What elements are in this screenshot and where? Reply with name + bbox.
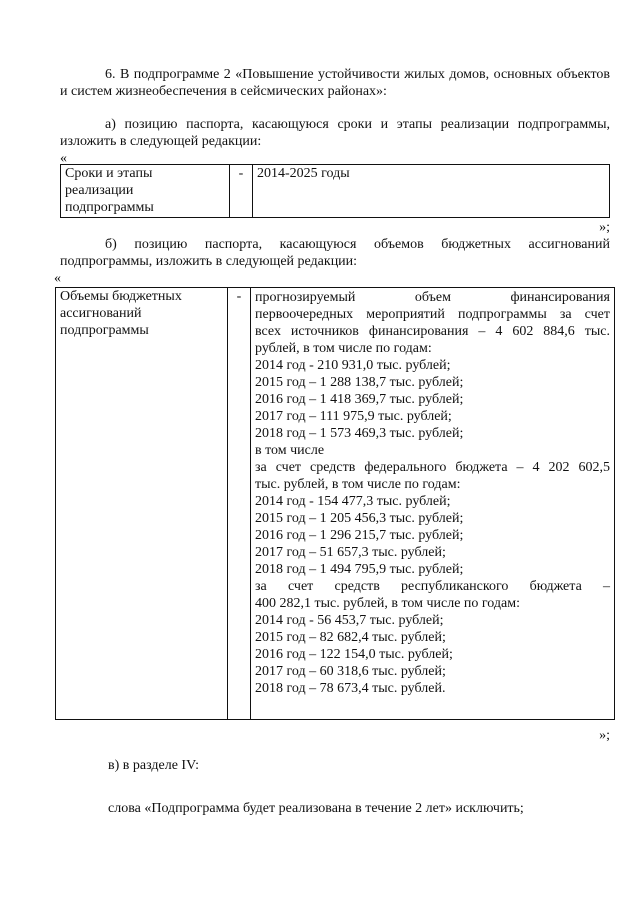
- schedule-label-line: реализации: [65, 183, 134, 198]
- financing-line: 2014 год - 154 477,3 тыс. рублей;: [255, 494, 451, 509]
- financing-line: 2018 год – 1 573 469,3 тыс. рублей;: [255, 426, 464, 441]
- budget-label-line: ассигнований: [60, 306, 142, 321]
- item-v-text: в) в разделе IV:: [108, 758, 200, 773]
- financing-line: 2014 год - 56 453,7 тыс. рублей;: [255, 613, 444, 628]
- financing-line: 2015 год – 1 288 138,7 тыс. рублей;: [255, 375, 464, 390]
- budget-label-line: подпрограммы: [60, 323, 149, 338]
- financing-line: 2017 год – 60 318,6 тыс. рублей;: [255, 664, 446, 679]
- item-a-close-quote: »;: [599, 220, 610, 235]
- financing-line: 2017 год – 51 657,3 тыс. рублей;: [255, 545, 446, 560]
- item-b-close-quote: »;: [599, 728, 610, 743]
- budget-label-cell: [56, 288, 228, 720]
- item-b-text: б) позицию паспорта, касающуюся объемов бюджетных ассигнований подпрограммы, изложить в следующей редакции:: [60, 237, 610, 269]
- financing-line: тыс. рублей, в том числе по годам:: [255, 477, 461, 492]
- financing-line: 2016 год – 1 296 215,7 тыс. рублей;: [255, 528, 464, 543]
- financing-line: 400 282,1 тыс. рублей, в том числе по годам:: [255, 596, 520, 611]
- financing-line: 2016 год – 122 154,0 тыс. рублей;: [255, 647, 453, 662]
- financing-line: первоочередных мероприятий подпрограммы за счет: [255, 307, 610, 322]
- item-a-open-quote: «: [60, 151, 67, 166]
- financing-line: за счет средств республиканского бюджета –: [255, 579, 610, 594]
- budget-value-cell: [251, 288, 615, 720]
- item-a-text: а) позицию паспорта, касающуюся сроки и этапы реализации подпрограммы, изложить в следующей редакции:: [60, 117, 610, 149]
- financing-line: 2015 год – 82 682,4 тыс. рублей;: [255, 630, 446, 645]
- schedule-dash-cell: -: [230, 165, 253, 218]
- financing-line: 2017 год – 111 975,9 тыс. рублей;: [255, 409, 452, 424]
- schedule-label-line: подпрограммы: [65, 200, 154, 215]
- budget-table: [55, 287, 615, 720]
- financing-line: за счет средств федерального бюджета – 4 202 602,5: [255, 460, 610, 475]
- financing-line: рублей, в том числе по годам:: [255, 341, 432, 356]
- section-6-intro: 6. В подпрограмме 2 «Повышение устойчивости жилых домов, основных объектов и систем жизнеобеспечения в сейсмических районах»:: [60, 67, 610, 99]
- schedule-value-cell: 2014-2025 годы: [253, 165, 610, 218]
- financing-line: прогнозируемый объем финансирования: [255, 290, 610, 305]
- table-row: [56, 288, 615, 720]
- final-instruction: слова «Подпрограмма будет реализована в течение 2 лет» исключить;: [108, 801, 524, 816]
- financing-line: всех источников финансирования – 4 602 884,6 тыс.: [255, 324, 610, 339]
- financing-line: 2018 год – 1 494 795,9 тыс. рублей;: [255, 562, 464, 577]
- budget-dash-cell: -: [228, 288, 251, 720]
- schedule-label-line: Сроки и этапы: [65, 166, 153, 181]
- financing-line: 2016 год – 1 418 369,7 тыс. рублей;: [255, 392, 464, 407]
- schedule-label-cell: [61, 165, 230, 218]
- table-row: [61, 165, 610, 218]
- financing-line: 2014 год - 210 931,0 тыс. рублей;: [255, 358, 451, 373]
- schedule-table: [60, 164, 610, 218]
- financing-line: 2015 год – 1 205 456,3 тыс. рублей;: [255, 511, 464, 526]
- budget-label-line: Объемы бюджетных: [60, 289, 182, 304]
- financing-line: 2018 год – 78 673,4 тыс. рублей.: [255, 681, 446, 696]
- financing-line: в том числе: [255, 443, 325, 458]
- item-b-open-quote: «: [54, 271, 61, 286]
